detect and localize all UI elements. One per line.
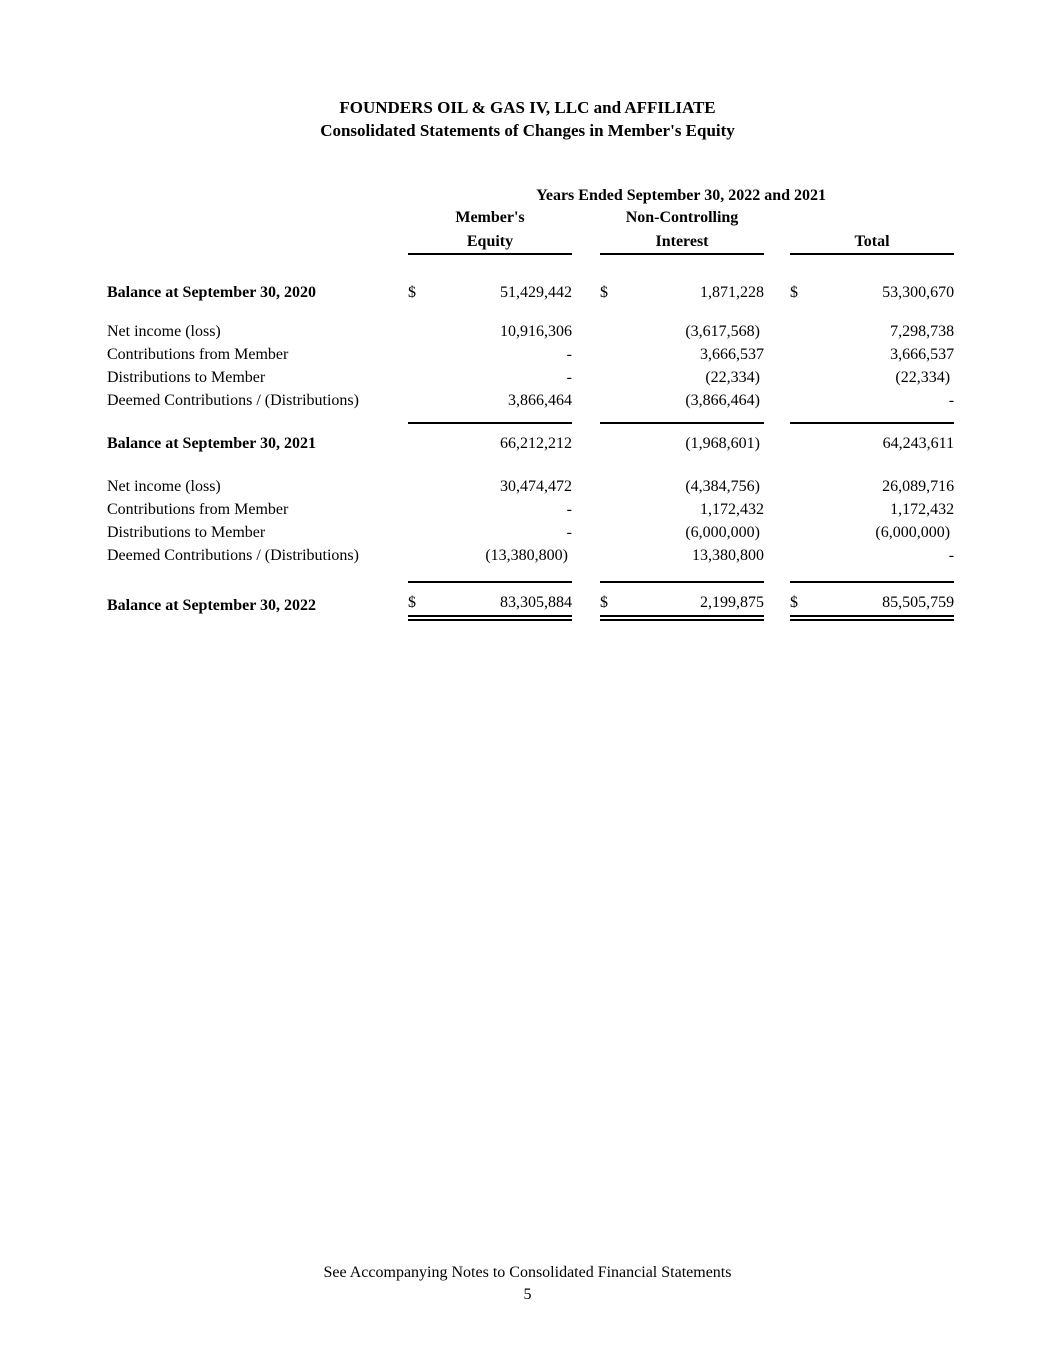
dollar-sign: $: [790, 284, 798, 301]
column-header-members-equity-line1: Member's: [455, 209, 525, 226]
row-label: Contributions from Member: [107, 501, 289, 518]
spacer-row: [107, 410, 954, 423]
amount-total: 3,666,537: [890, 346, 955, 363]
table-row-deemed-2022: [107, 542, 954, 565]
dollar-sign: $: [790, 582, 822, 618]
amount-members-equity: 51,429,442: [500, 284, 572, 301]
amount-total: 7,298,738: [890, 323, 955, 340]
amount-non-controlling: 1,871,228: [700, 284, 764, 301]
amount-non-controlling: (1,968,601): [632, 423, 764, 453]
amount-total: 1,172,432: [890, 501, 955, 518]
table-row-deemed-2021: [107, 387, 954, 410]
amount-members-equity: 30,474,472: [500, 478, 572, 495]
amount-total: (6,000,000): [875, 524, 951, 541]
column-header-row-1: [107, 205, 954, 227]
amount-non-controlling: (6,000,000): [685, 524, 760, 541]
amount-members-equity: -: [566, 501, 572, 518]
amount-non-controlling: (4,384,756): [685, 478, 760, 495]
row-label: Balance at September 30, 2022: [107, 597, 317, 614]
row-label: Net income (loss): [107, 323, 221, 340]
page-title: FOUNDERS OIL & GAS IV, LLC and AFFILIATE: [339, 98, 716, 117]
table-row-balance-2021: [107, 423, 954, 453]
amount-members-equity: -: [566, 369, 572, 386]
page-number: 5: [523, 1286, 532, 1303]
spacer-row: [107, 302, 954, 318]
row-label: Contributions from Member: [107, 346, 289, 363]
amount-total: (22,334): [895, 369, 951, 386]
amount-members-equity: -: [566, 524, 572, 541]
row-label: Balance at September 30, 2020: [107, 284, 317, 301]
column-header-total-line1: [790, 205, 954, 227]
spacer-row: [107, 453, 954, 473]
row-label: Deemed Contributions / (Distributions): [107, 547, 359, 564]
table-row-balance-2022: [107, 582, 954, 618]
table-row-distributions-2021: [107, 364, 954, 387]
amount-total: 85,505,759: [822, 582, 954, 618]
amount-total: 53,300,670: [882, 284, 955, 301]
amount-total: 64,243,611: [822, 423, 954, 453]
amount-non-controlling: 1,172,432: [700, 501, 764, 518]
column-header-total-line2: Total: [790, 227, 954, 254]
row-label: Net income (loss): [107, 478, 221, 495]
row-label: Distributions to Member: [107, 369, 266, 386]
amount-members-equity: 3,866,464: [508, 392, 572, 409]
table-row-contributions-2021: [107, 341, 954, 364]
column-header-row-2: [107, 227, 954, 254]
amount-total: -: [948, 547, 955, 564]
amount-total: 26,089,716: [882, 478, 955, 495]
column-header-non-controlling-line2: Interest: [600, 227, 764, 254]
dollar-sign: $: [408, 582, 440, 618]
column-header-members-equity-line2: Equity: [408, 227, 572, 254]
amount-non-controlling: 3,666,537: [700, 346, 764, 363]
amount-non-controlling: 2,199,875: [632, 582, 764, 618]
amount-members-equity: 83,305,884: [440, 582, 572, 618]
amount-non-controlling: (22,334): [705, 369, 760, 386]
amount-non-controlling: (3,866,464): [685, 392, 760, 409]
period-header-row: [107, 183, 954, 205]
dollar-sign: $: [600, 582, 632, 618]
table-row-net-income-2022: [107, 473, 954, 496]
amount-members-equity: -: [566, 346, 572, 363]
amount-total: -: [948, 392, 955, 409]
table-row-contributions-2022: [107, 496, 954, 519]
spacer-row: [107, 254, 954, 279]
table-row-distributions-2022: [107, 519, 954, 542]
amount-members-equity: 66,212,212: [440, 423, 572, 453]
amount-non-controlling: (3,617,568): [685, 323, 760, 340]
row-label: Balance at September 30, 2021: [107, 435, 317, 452]
amount-non-controlling: 13,380,800: [692, 547, 764, 564]
table-row-net-income-2021: [107, 318, 954, 341]
dollar-sign: $: [600, 284, 608, 301]
equity-statement-table: [107, 183, 954, 621]
amount-members-equity: (13,380,800): [485, 547, 568, 564]
row-label: Deemed Contributions / (Distributions): [107, 392, 359, 409]
footer-block: [0, 1262, 1055, 1306]
dollar-sign: $: [408, 284, 416, 301]
row-label: Distributions to Member: [107, 524, 266, 541]
column-header-non-controlling-line1: Non-Controlling: [625, 209, 739, 226]
footer-note: See Accompanying Notes to Consolidated Financial Statements: [323, 1264, 732, 1281]
table-row-balance-2020: [107, 279, 954, 302]
period-header: Years Ended September 30, 2022 and 2021: [536, 187, 827, 204]
title-block: [0, 96, 1055, 142]
page-subtitle: Consolidated Statements of Changes in Member's Equity: [320, 121, 735, 140]
amount-members-equity: 10,916,306: [500, 323, 572, 340]
spacer-row: [107, 565, 954, 582]
